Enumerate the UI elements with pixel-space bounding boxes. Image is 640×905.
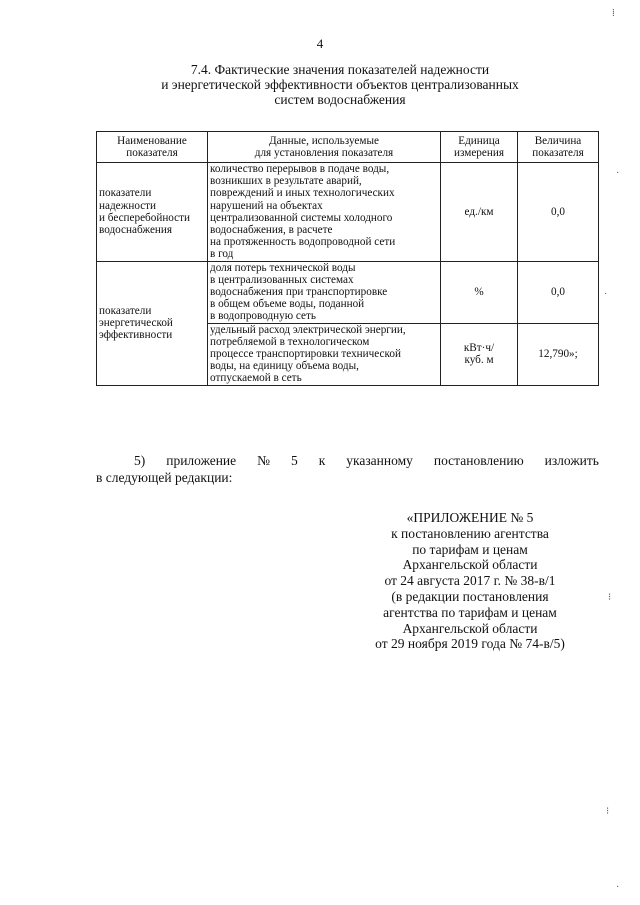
- appendix-header-block: [340, 510, 600, 652]
- indicator-name-line: энергетической: [99, 317, 173, 330]
- value-cell: 0,0: [518, 163, 599, 262]
- indicator-name-line: и бесперебойности: [99, 211, 191, 224]
- section-title-line: систем водоснабжения: [274, 92, 406, 107]
- data-line: водоснабжения при транспортировке: [210, 286, 388, 299]
- paragraph-word: изложить: [544, 453, 599, 468]
- indicator-name-cell: [97, 261, 208, 385]
- indicators-table: [96, 131, 599, 386]
- paragraph-word: 5: [290, 453, 298, 468]
- unit-line: кВт·ч/: [463, 341, 495, 354]
- paragraph-word: указанному: [346, 453, 413, 468]
- data-line: водоснабжения, в расчете: [210, 224, 333, 237]
- data-line: количество перерывов в подаче воды,: [210, 163, 390, 175]
- appendix-line: к постановлению агентства: [391, 525, 549, 541]
- data-line: на протяженность водопроводной сети: [210, 236, 396, 249]
- header-name: [97, 132, 208, 163]
- table-header-row: [97, 132, 599, 163]
- unit-line: %: [474, 286, 484, 299]
- indicator-name-line: водоснабжения: [99, 224, 173, 237]
- unit-cell: [441, 261, 518, 323]
- paragraph-word: постановлению: [433, 453, 524, 468]
- data-line: процессе транспортировки технической: [210, 348, 401, 361]
- paragraph-word: 5): [134, 453, 146, 468]
- value-cell: 0,0: [518, 261, 599, 323]
- paragraph-line: [96, 452, 599, 469]
- appendix-line: агентства по тарифам и ценам: [383, 604, 557, 620]
- indicator-data-cell: [208, 163, 441, 262]
- header-value: [518, 132, 599, 163]
- data-line: в общем объеме воды, поданной: [210, 298, 365, 311]
- indicator-name-line: надежности: [99, 199, 157, 212]
- paragraph-word: №: [257, 453, 271, 468]
- data-line: удельный расход электрической энергии,: [210, 323, 406, 336]
- page-number: 4: [316, 36, 324, 51]
- scan-mark: ˙: [604, 292, 608, 303]
- section-title: [120, 62, 560, 107]
- header-unit-line: измерения: [454, 147, 504, 159]
- paragraph-line: в следующей редакции:: [96, 470, 233, 485]
- indicator-name-line: показатели: [99, 187, 152, 200]
- header-unit-line: Единица: [458, 134, 500, 147]
- unit-cell: [441, 163, 518, 262]
- paragraph-word: к: [318, 453, 326, 468]
- data-line: возникших в результате аварий,: [210, 175, 362, 188]
- section-title-line: 7.4. Фактические значения показателей надежности: [190, 62, 490, 77]
- data-line: отпускаемой в сеть: [210, 372, 302, 385]
- indicator-name-line: показатели: [99, 304, 152, 317]
- header-value-line: показателя: [532, 147, 584, 159]
- appendix-line: от 24 августа 2017 г. № 38-в/1: [384, 573, 556, 589]
- data-line: в централизованных системах: [210, 273, 354, 286]
- scan-mark: ·: [616, 882, 620, 893]
- indicator-data-cell: [208, 323, 441, 385]
- section-title-line: и энергетической эффективности объектов централизованных: [161, 77, 519, 92]
- data-line: нарушений на объектах: [210, 199, 323, 212]
- unit-line: ед./км: [464, 205, 494, 218]
- header-unit: [441, 132, 518, 163]
- table-row: [97, 163, 599, 262]
- data-line: доля потерь технической воды: [210, 261, 356, 274]
- scan-mark: ⁝: [608, 592, 612, 603]
- unit-cell: [441, 323, 518, 385]
- data-line: потребляемой в технологическом: [210, 335, 370, 348]
- scan-mark: ·: [616, 168, 620, 179]
- header-data: [208, 132, 441, 163]
- header-data-line: Данные, используемые: [269, 134, 379, 147]
- header-data-line: для установления показателя: [254, 147, 394, 159]
- appendix-line: Архангельской области: [402, 620, 538, 636]
- value-cell: 12,790»;: [518, 323, 599, 385]
- data-line: воды, на единицу объема воды,: [210, 360, 359, 373]
- amendment-paragraph: [96, 452, 599, 486]
- unit-line: куб. м: [464, 354, 494, 367]
- appendix-line: «ПРИЛОЖЕНИЕ № 5: [406, 510, 534, 525]
- header-name-line: показателя: [126, 147, 178, 159]
- paragraph-word: приложение: [166, 453, 237, 468]
- indicator-name-line: эффективности: [99, 329, 173, 342]
- appendix-line: по тарифам и ценам: [412, 541, 528, 557]
- appendix-line: (в редакции постановления: [391, 588, 549, 604]
- data-line: повреждений и иных технологических: [210, 187, 395, 200]
- appendix-line: Архангельской области: [402, 557, 538, 573]
- scan-mark: ⁝: [606, 806, 610, 817]
- header-value-line: Величина: [534, 134, 582, 147]
- table-row: [97, 261, 599, 323]
- data-line: централизованной системы холодного: [210, 211, 393, 224]
- appendix-line: от 29 ноября 2019 года № 74-в/5): [375, 636, 565, 652]
- data-line: в водопроводную сеть: [210, 310, 316, 323]
- indicator-name-cell: [97, 163, 208, 262]
- data-line: в год: [210, 248, 234, 261]
- header-name-line: Наименование: [117, 134, 187, 147]
- indicator-data-cell: [208, 261, 441, 323]
- scan-mark: ⁞: [612, 8, 615, 19]
